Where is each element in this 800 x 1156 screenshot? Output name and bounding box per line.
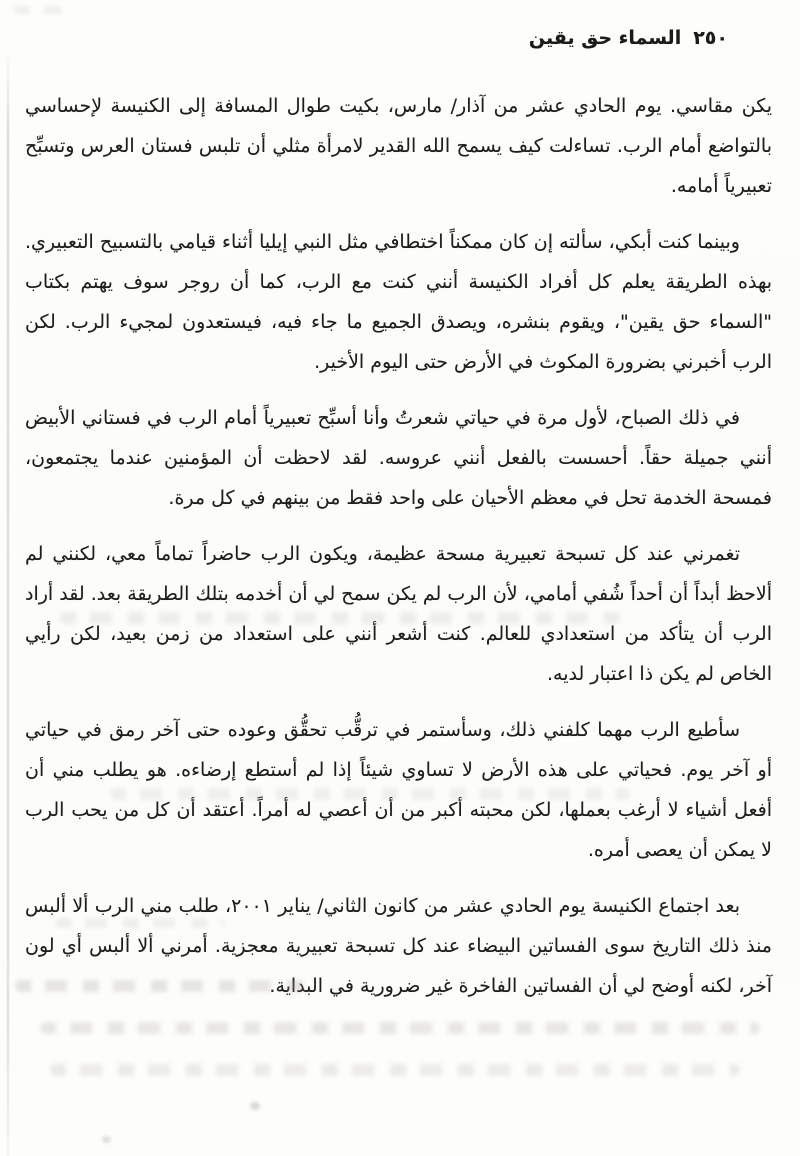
body-paragraph-2: وبينما كنت أبكي، سألته إن كان ممكناً اختطافي مثل النبي إيليا أثناء قيامي بالتسبيح التعبيري. بهذه الطريقة يعلم كل أفراد الكنيسة أنني كنت مع الرب، كما أن روجر سوف يهتم بكتاب "السماء حق يقين"، ويقوم بنشره، ويصدق الجميع ما جاء فيه، فيستعدون لمجيء الرب. لكن الرب أخبرني بضرورة المكوث في الأرض حتى اليوم الأخير. xyxy=(25,231,772,373)
scan-edge-line xyxy=(7,48,9,1156)
page-number: ٢٥٠ xyxy=(693,27,728,49)
scan-speck-artifact xyxy=(102,1136,111,1143)
body-paragraph-6: بعد اجتماع الكنيسة يوم الحادي عشر من كانون الثاني/ يناير ٢٠٠١، طلب مني الرب ألا ألبس منذ ذلك التاريخ سوى الفساتين البيضاء عند كل تسبحة تعبيرية معجزية. أمرني ألا ألبس أي لون آخر، لكنه أوضح لي أن الفساتين الفاخرة غير ضرورية في البداية. xyxy=(25,895,772,997)
page-body xyxy=(25,86,772,1022)
body-paragraph-5: سأطيع الرب مهما كلفني ذلك، وسأستمر في ترقُّب تحقُّق وعوده حتى آخر رمق في حياتي أو آخر يوم. فحياتي على هذه الأرض لا تساوي شيئاً إذا لم أستطع إرضاءه. هو يطلب مني أن أفعل أشياء لا أرغب بعملها، لكن محبته أكبر من أن أعصي له أمراً. أعتقد أن كل من يحب الرب لا يمكن أن يعصى أمره. xyxy=(25,719,772,861)
scan-bleedthrough-artifact xyxy=(15,980,315,992)
scan-bleedthrough-artifact xyxy=(50,1064,740,1076)
scan-bleedthrough-artifact xyxy=(14,6,62,14)
page-header xyxy=(529,27,728,49)
scan-bleedthrough-artifact xyxy=(40,1022,760,1034)
scan-speck-artifact xyxy=(250,1102,260,1110)
body-paragraph-1: يكن مقاسي. يوم الحادي عشر من آذار/ مارس، بكيت طوال المسافة إلى الكنيسة لإحساسي بالتواضع أمام الرب. تساءلت كيف يسمح الله القدير لامرأة مثلي أن تلبس فستان العرس وتسبِّح تعبيرياً أمامه. xyxy=(25,95,772,197)
book-title: السماء حق يقين xyxy=(528,27,682,49)
body-paragraph-3: في ذلك الصباح، لأول مرة في حياتي شعرتُ وأنا أسبِّح تعبيرياً أمام الرب في فستاني الأبيض أنني جميلة حقاً. أحسست بالفعل أنني عروسه. لقد لاحظت أن المؤمنين عندما يجتمعون، فمسحة الخدمة تحل في معظم الأحيان على واحد فقط من بينهم في كل مرة. xyxy=(25,407,772,509)
body-paragraph-4: تغمرني عند كل تسبحة تعبيرية مسحة عظيمة، ويكون الرب حاضراً تماماً معي، لكنني لم ألاحظ أبداً أن أحداً شُفي أمامي، لأن الرب لم يكن سمح لي أن أخدمه بتلك الطريقة بعد. لقد أراد الرب أن يتأكد من استعدادي للعالم. كنت أشعر أنني على استعداد من زمن بعيد، لكن رأيي الخاص لم يكن ذا اعتبار لديه. xyxy=(25,543,772,685)
scan-bleedthrough-artifact xyxy=(60,612,620,624)
scan-bleedthrough-artifact xyxy=(55,918,225,928)
scan-bleedthrough-artifact xyxy=(110,788,630,800)
